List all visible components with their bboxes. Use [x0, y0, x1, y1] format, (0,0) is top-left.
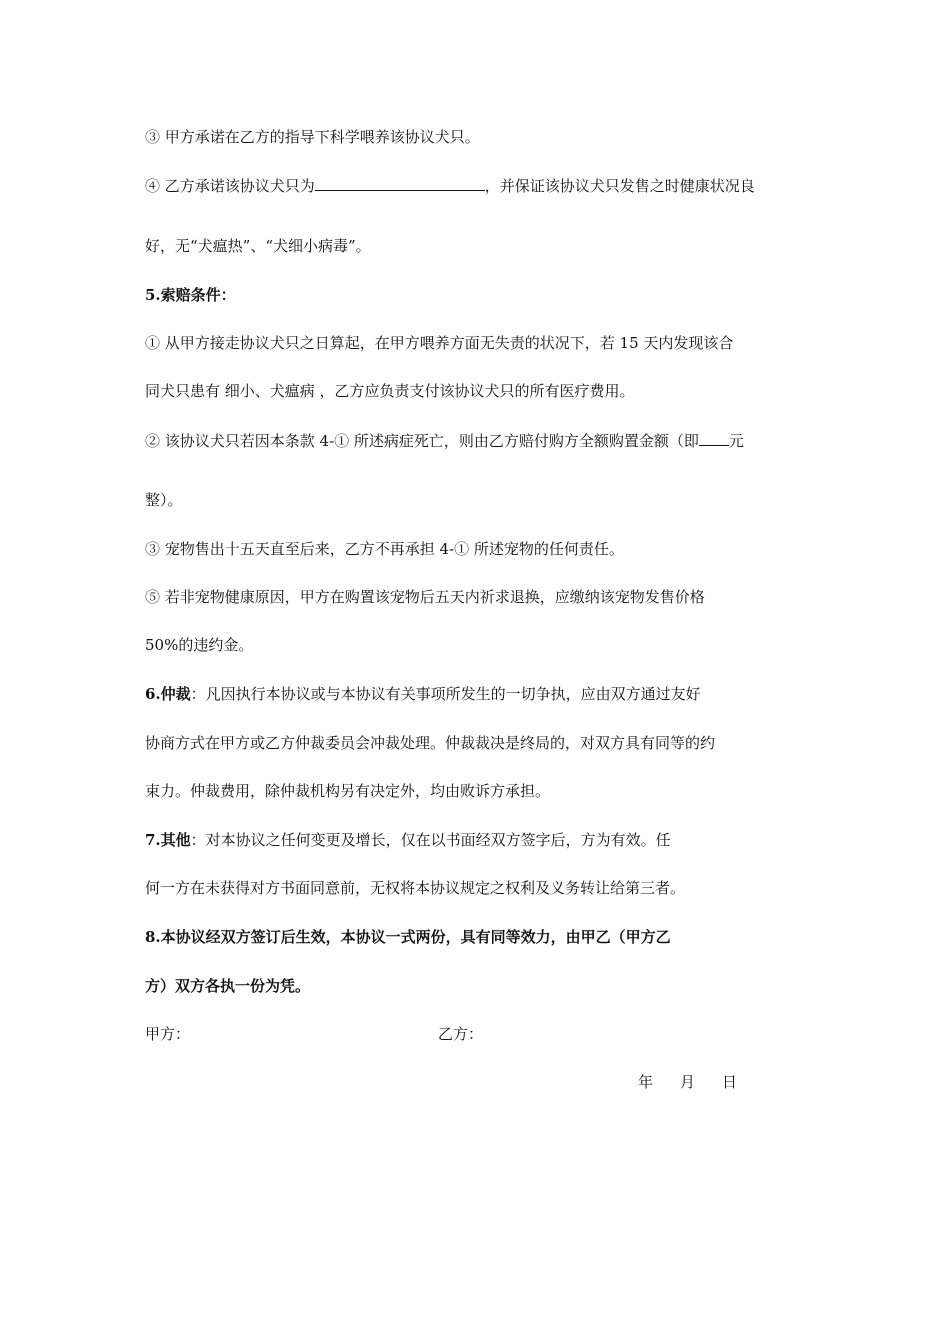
clause7-line2: 何一方在未获得对方书面同意前，无权将本协议规定之权利及义务转让给第三者。	[145, 879, 686, 897]
party-a-signature-label: 甲方：	[145, 1025, 191, 1043]
clause5-heading: 5.索赔条件：	[145, 286, 236, 304]
clause5-item5-line2: 50%的违约金。	[145, 636, 254, 654]
clause6-text1: ：凡因执行本协议或与本协议有关事项所发生的一切争执，应由双方通过友好	[190, 685, 701, 703]
amount-blank-field[interactable]	[699, 431, 729, 446]
clause5-item2-text1: ② 该协议犬只若因本条款 4-① 所述病症死亡，则由乙方赔付购方全额购置金额（即	[145, 432, 699, 450]
party-b-signature-label: 乙方：	[438, 1025, 484, 1043]
clause6-line2: 协商方式在甲方或乙方仲裁委员会冲裁处理。仲裁裁决是终局的，对双方具有同等的约	[145, 734, 716, 752]
date-month-label: 月	[680, 1073, 696, 1091]
clause7-heading: 7.其他	[145, 831, 191, 849]
clause5-item2-text2: 元	[728, 432, 744, 450]
clause5-item2-line2: 整）。	[145, 491, 183, 509]
clause5-item2	[145, 431, 744, 451]
clause6-line3: 束力。仲裁费用，除仲裁机构另有决定外，均由败诉方承担。	[145, 782, 551, 800]
date-day-label: 日	[722, 1073, 738, 1091]
clause5-item1-line2: 同犬只患有 细小、犬瘟病 ，乙方应负责支付该协议犬只的所有医疗费用。	[145, 382, 635, 400]
clause5-item1-line1: ① 从甲方接走协议犬只之日算起，在甲方喂养方面无失责的状况下，若 15 天内发现该合	[145, 334, 734, 352]
clause5-item5-line1: ⑤ 若非宠物健康原因，甲方在购置该宠物后五天内祈求退换，应缴纳该宠物发售价格	[145, 588, 705, 606]
clause4-item4-line2: 好，无“犬瘟热”、“犬细小病毒”。	[145, 237, 371, 255]
clause5-item3: ③ 宠物售出十五天直至后来，乙方不再承担 4-① 所述宠物的任何责任。	[145, 540, 624, 558]
clause8-line1: 8.本协议经双方签订后生效，本协议一式两份，具有同等效力，由甲乙（甲方乙	[145, 928, 671, 946]
clause4-item4	[145, 176, 755, 196]
clause8-line2: 方）双方各执一份为凭。	[145, 977, 311, 995]
breed-blank-field[interactable]	[315, 176, 485, 191]
clause4-item4-text1: ④ 乙方承诺该协议犬只为	[145, 177, 315, 195]
clause6-line1	[145, 684, 701, 704]
clause4-item4-text2: ，并保证该协议犬只发售之时健康状况良	[484, 177, 755, 195]
clause7-line1	[145, 830, 671, 850]
clause4-item3: ③ 甲方承诺在乙方的指导下科学喂养该协议犬只。	[145, 128, 480, 146]
date-year-label: 年	[638, 1073, 654, 1091]
clause6-heading: 6.仲裁	[145, 685, 191, 703]
clause7-text1: ：对本协议之任何变更及增长，仅在以书面经双方签字后，方为有效。任	[190, 831, 671, 849]
